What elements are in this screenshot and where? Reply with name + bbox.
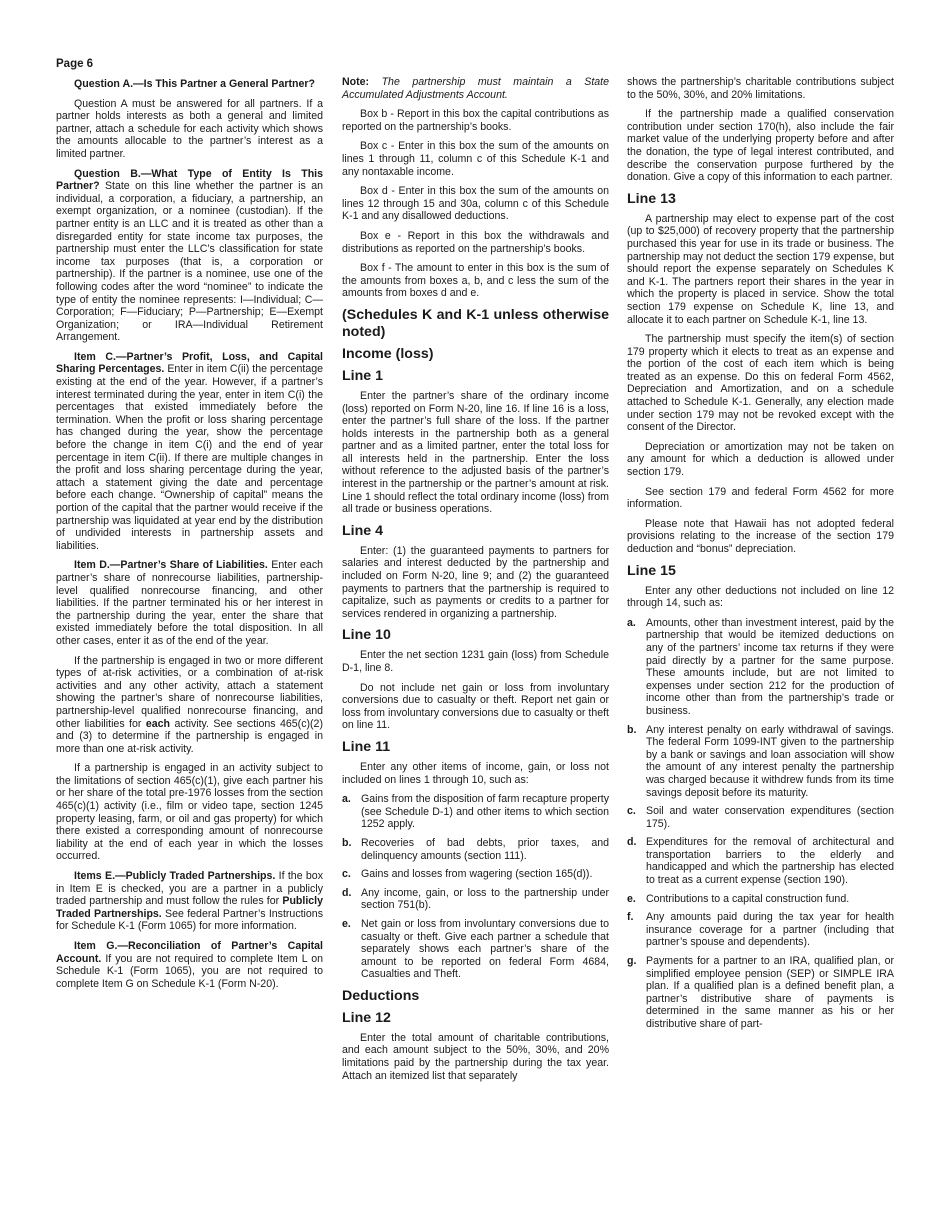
item-c-paragraph: Item C.—Partner’s Profit, Loss, and Capital Sharing Percentages. Enter in item C(ii) the percentage existing at the end of the year. However, if a partner’s interest terminated during the year, enter in item C(i) the percentages that existed immediately before the termination. When the profit or loss sharing percentage has changed during the year, show the percentage before the change in item C(i) and the end of year percentage in item C(ii). If there are multiple changes in the profit and loss sharing percentage during the year, attach a statement giving the date and percentage before each change. “Ownership of capital” means the portion of the capital that the partner would receive if the partnership was liquidated at year end by the distribution of undivided interests in partnership assets and liabilities. <box>56 350 323 552</box>
box-d-paragraph: Box d - Enter in this box the sum of the amounts on lines 12 through 15 and 30a, column c of this Schedule K-1 and any disallowed deductions. <box>342 185 609 223</box>
list-item: d. Any income, gain, or loss to the partnership under section 751(b). <box>342 886 609 912</box>
item-e-paragraph: Items E.—Publicly Traded Partnerships. If the box in Item E is checked, you are a partner in a publicly traded partnership and must follow the rules for Publicly Traded Partnerships. See federal Partner’s Instructions for Schedule K-1 (Form 1065) for more information. <box>56 870 324 933</box>
line-1-paragraph: Enter the partner’s share of the ordinary income (loss) reported on Form N-20, line 16. If line 16 is a loss, enter the partner’s full share of the loss. If the partner holds interests in the partnership both as a general partner and as a limited partner, enter the total loss for all interests held in the partnership. Enter the loss without reference to the adjusted basis of the partner’s interest in the partnership or the partner’s amount at risk. Line 1 should reflect the total ordinary income (loss) from all trade or business operations. <box>342 389 609 516</box>
question-b-paragraph: Question B.—What Type of Entity Is This Partner? State on this line whether the partner is an individual, a corporation, a fiduciary, a partnership, an exempt organization, or a nominee (custodian). If the partner entity is an LLC and it is treated as other than a disregarded entity for state income tax purposes, the partnership must enter the LLC’s classification for state income tax purposes (that is, a corporation or partnership). If the partner is a nominee, use one of the following codes after the word “nominee” to indicate the type of entity the nominee represents: I—Individual; C—Corporation; F—Fiduciary; P—Partnership; E—Exempt Organization; or IRA—Individual Retirement Arrangement. <box>56 167 323 344</box>
line-4-heading: Line 4 <box>342 522 383 539</box>
line-13-paragraph-1: A partnership may elect to expense part of the cost (up to $25,000) of recovery property that the partnership purchased this year for use in its trade or business. The partnership may not deduct the section 179 expense, but should report the expense separately on Schedules K and K-1. The partners report their shares in the year in which the property is placed in service. Show the total section 179 expense on Schedule K, line 13, and allocate it to each partner on Schedule K-1, line 13. <box>627 212 894 326</box>
column-1 <box>56 78 323 997</box>
line-12-heading: Line 12 <box>342 1009 391 1026</box>
line-11-heading: Line 11 <box>342 738 391 755</box>
limitations-paragraph: If a partnership is engaged in an activity subject to the limitations of section 465(c)(1), give each partner his or her share of the total pre-1976 losses from the section 465(c)(1) activity (i.e., film or video tape, section 1245 property leasing, farm, or oil and gas property) for which there existed a corresponding amount of nonrecourse liability at the end of each year in which the losses occurred. <box>56 762 323 863</box>
line-12-continuation: shows the partnership’s charitable contributions subject to the 50%, 30%, and 20% limitations. <box>627 76 894 101</box>
list-item: b. Recoveries of bad debts, prior taxes, and delinquency amounts (section 111). <box>342 836 609 862</box>
schedules-heading: (Schedules K and K-1 unless otherwise noted) <box>342 306 609 340</box>
list-item: c. Gains and losses from wagering (section 165(d)). <box>342 868 593 881</box>
list-item: e. Net gain or loss from involuntary conversions due to casualty or theft. Give each partner a schedule that separately shows each partner’s share of the amount to be reported on federal Form 4684, Casualties and Theft. <box>342 917 609 981</box>
line-15-list <box>627 617 894 1031</box>
line-10-heading: Line 10 <box>342 627 391 644</box>
line-13-paragraph-2: The partnership must specify the item(s) of section 179 property which it elects to treat as an expense and the portion of the cost of each item which is being treated as an expense. Do this on federal Form 4562, Depreciation and Amortization, and on a schedule attached to Schedule K-1. Generally, any election made under section 179 may not be revoked except with the consent of the Director. <box>627 333 894 434</box>
line-12-paragraph: Enter the total amount of charitable contributions, and each amount subject to the 50%, 30%, and 20% limitations paid by the partnership during the tax year. Attach an itemized list that separately <box>342 1031 609 1082</box>
line-1-heading: Line 1 <box>342 367 383 384</box>
note-paragraph: Note: The partnership must maintain a State Accumulated Adjustments Account. <box>342 76 609 101</box>
column-3 <box>627 76 894 1038</box>
line-13-paragraph-3: Depreciation or amortization may not be taken on any amount for which a deduction is allowed under section 179. <box>627 440 894 479</box>
list-item: b. Any interest penalty on early withdrawal of savings. The federal Form 1099-INT given to the partnership by a bank or savings and loan association will show the amount of any interest penalty the partnership was charged because it withdrew funds from its time savings deposit before its maturity. <box>627 723 894 799</box>
page-number: Page 6 <box>56 58 94 70</box>
box-b-paragraph: Box b - Report in this box the capital contributions as reported on the partnership’s books. <box>342 108 609 133</box>
line-15-intro: Enter any other deductions not included on line 12 through 14, such as: <box>627 584 894 610</box>
at-risk-paragraph: If the partnership is engaged in two or more different types of at-risk activities, or a combination of at-risk activities and any other activity, attach a statement showing the partner’s share of nonrecourse liabilities, partnership-level qualified nonrecourse financing, and other liabilities for each activity. See sections 465(c)(2) and (3) to determine if the partnership is engaged in more than one at-risk activity. <box>56 654 323 755</box>
item-g-paragraph: Item G.—Reconciliation of Partner’s Capital Account. If you are not required to complete Item L on Schedule K-1 (Form 1065), you are not required to complete Item G on Schedule K-1 (Form N-20). <box>56 940 323 990</box>
question-a-heading: Question A.—Is This Partner a General Partner? <box>74 78 315 90</box>
deductions-heading: Deductions <box>342 987 420 1004</box>
list-item: d. Expenditures for the removal of architectural and transportation barriers to the elderly and handicapped and which the partnership has elected to treat as a current expense (section 190). <box>627 836 894 887</box>
conservation-paragraph: If the partnership made a qualified conservation contribution under section 170(h), also include the fair market value of the underlying property before and after the donation, the type of legal interest contributed, and describe the conservation purpose furthered by the donation. Give a copy of this information to each partner. <box>627 108 894 184</box>
line-10-paragraph-2: Do not include net gain or loss from involuntary conversions due to casualty or theft. Report net gain or loss from involuntary conversions due to casualty or theft on line 11. <box>342 681 609 732</box>
line-15-heading: Line 15 <box>627 562 676 579</box>
question-a-paragraph: Question A must be answered for all partners. If a partner holds interests as both a general and limited partner, attach a schedule for each activity which shows the amounts allocable to the partner’s interest as a limited partner. <box>56 97 323 160</box>
list-item: c. Soil and water conservation expenditures (section 175). <box>627 805 894 830</box>
line-11-intro: Enter any other items of income, gain, or loss not included on lines 1 through 10, such as: <box>342 760 609 786</box>
list-item: a. Amounts, other than investment interest, paid by the partnership that would be itemized deductions on any of the partners’ income tax returns if they were paid directly by a partner for the same purpose. These amounts include, but are not limited to expenses under section 212 for the production of income other than from the partnership’s trade or business. <box>627 616 894 717</box>
box-e-paragraph: Box e - Report in this box the withdrawals and distributions as reported on the partnership’s books. <box>342 229 609 255</box>
line-13-paragraph-5: Please note that Hawaii has not adopted federal provisions relating to the increase of the section 179 deduction and “bonus” depreciation. <box>627 517 894 555</box>
list-item: e. Contributions to a capital construction fund. <box>627 892 850 905</box>
item-d-paragraph: Item D.—Partner’s Share of Liabilities. Enter each partner’s share of nonrecourse liabilities, partnership-level qualified nonrecourse financing, and other liabilities. If the partner terminated his or her interest in the partnership during the year, enter the share that existed immediately before the total disposition. In all other cases, enter it as of the end of the year. <box>56 559 324 647</box>
line-13-heading: Line 13 <box>627 190 676 207</box>
line-10-paragraph-1: Enter the net section 1231 gain (loss) from Schedule D-1, line 8. <box>342 649 609 674</box>
list-item: a. Gains from the disposition of farm recapture property (see Schedule D-1) and other items to which section 1252 apply. <box>342 793 609 831</box>
line-4-paragraph: Enter: (1) the guaranteed payments to partners for salaries and interest deducted by the partnership and included on Form N-20, line 9; and (2) the guaranteed payments to partners that the partnership is required to capitalize, such as payments or credits to a partner for services rendered in organizing a partnership. <box>342 544 609 620</box>
line-11-list <box>342 793 609 981</box>
box-c-paragraph: Box c - Enter in this box the sum of the amounts on lines 1 through 11, column c of this Schedule K-1 and any nontaxable income. <box>342 140 609 178</box>
list-item: g. Payments for a partner to an IRA, qualified plan, or simplified employee pension (SEP) or SIMPLE IRA plan. If a qualified plan is a defined benefit plan, a partner’s distributive share of payments is determined in the same manner as his or her distributive share of part- <box>627 955 894 1030</box>
column-2 <box>342 76 609 1089</box>
box-f-paragraph: Box f - The amount to enter in this box is the sum of the amounts from boxes a, b, and c less the sum of the amounts from boxes d and e. <box>342 262 609 300</box>
line-13-paragraph-4: See section 179 and federal Form 4562 for more information. <box>627 485 894 511</box>
income-loss-heading: Income (loss) <box>342 345 434 362</box>
list-item: f. Any amounts paid during the tax year for health insurance coverage for a partner (including that partner’s spouse and dependents). <box>627 911 894 949</box>
